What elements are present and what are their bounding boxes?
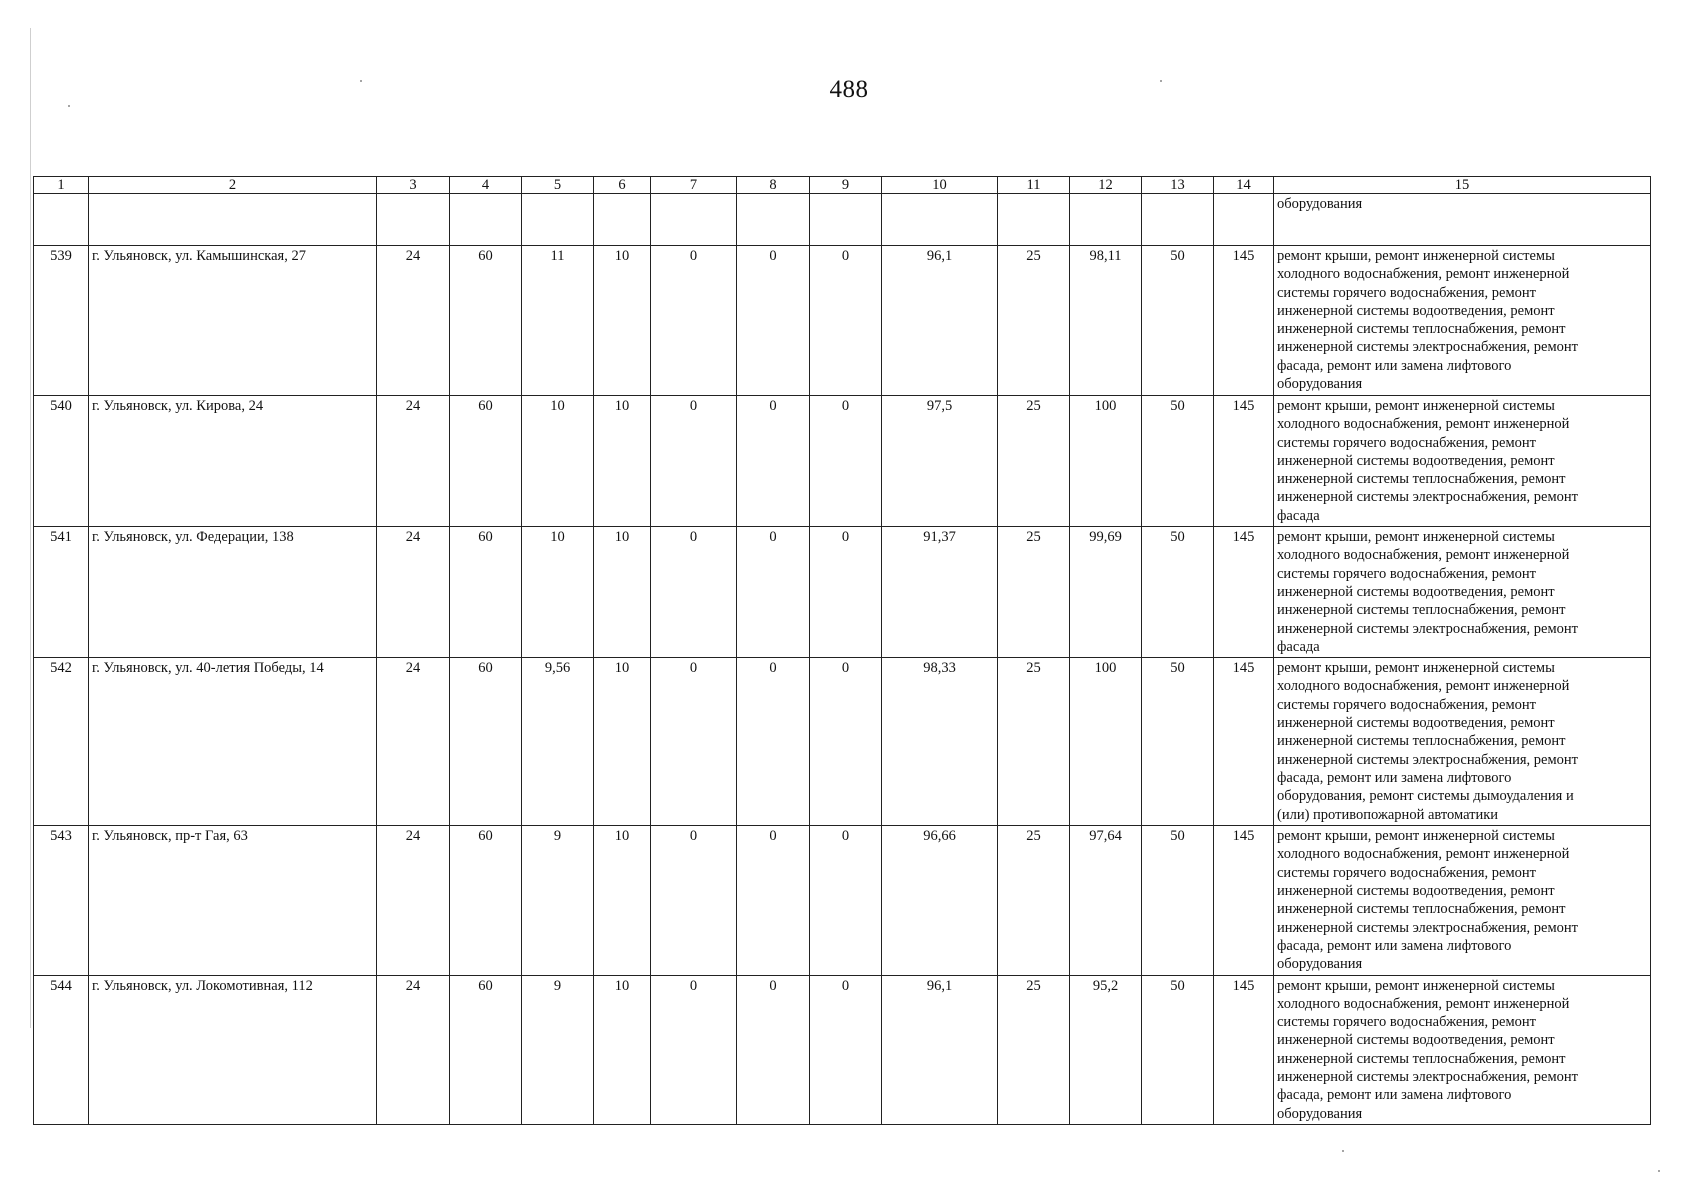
works-line: системы горячего водоснабжения, ремонт [1277, 284, 1537, 301]
col-14-cell: 145 [1214, 975, 1274, 1124]
works-line: инженерной системы теплоснабжения, ремонт [1277, 471, 1566, 488]
col-8-cell: 0 [737, 975, 810, 1124]
works-line: системы горячего водоснабжения, ремонт [1277, 696, 1537, 713]
column-number-header: 4 [450, 177, 522, 194]
works-line: системы горячего водоснабжения, ремонт [1277, 565, 1537, 582]
works-line: оборудования [1277, 1105, 1363, 1122]
scan-speck [1658, 1170, 1660, 1172]
col-10-cell: 98,33 [882, 658, 998, 826]
col-9-cell: 0 [810, 658, 882, 826]
empty-cell [1214, 194, 1274, 246]
works-line: холодного водоснабжения, ремонт инженерной [1277, 995, 1570, 1012]
empty-cell [1070, 194, 1142, 246]
page-number: 488 [829, 76, 869, 103]
col-6-cell: 10 [594, 246, 651, 396]
col-7-cell: 0 [651, 246, 737, 396]
column-number-header: 9 [810, 177, 882, 194]
col-7-cell: 0 [651, 658, 737, 826]
col-12-cell: 99,69 [1070, 527, 1142, 658]
repair-table [33, 176, 1651, 1125]
col-11-cell: 25 [998, 826, 1070, 975]
col-12-cell: 98,11 [1070, 246, 1142, 396]
table-row [34, 658, 1651, 826]
table-row [34, 396, 1651, 527]
works-line: инженерной системы водоотведения, ремонт [1277, 583, 1555, 600]
column-number-header: 11 [998, 177, 1070, 194]
column-number-header: 1 [34, 177, 89, 194]
empty-cell [737, 194, 810, 246]
col-5-cell: 9 [522, 826, 594, 975]
works-line: инженерной системы теплоснабжения, ремонт [1277, 602, 1566, 619]
address-cell: г. Ульяновск, ул. Камышинская, 27 [89, 246, 377, 396]
works-line: фасада [1277, 507, 1320, 524]
column-number-header: 8 [737, 177, 810, 194]
address-cell: г. Ульяновск, ул. Локомотивная, 112 [89, 975, 377, 1124]
col-6-cell: 10 [594, 396, 651, 527]
works-line: фасада, ремонт или замена лифтового [1277, 769, 1512, 786]
works-line: инженерной системы водоотведения, ремонт [1277, 452, 1555, 469]
works-list-cell [1274, 396, 1651, 527]
col-11-cell: 25 [998, 246, 1070, 396]
works-line: холодного водоснабжения, ремонт инженерной [1277, 547, 1570, 564]
col-14-cell: 145 [1214, 658, 1274, 826]
col-13-cell: 50 [1142, 246, 1214, 396]
col-10-cell: 96,1 [882, 246, 998, 396]
works-line: ремонт крыши, ремонт инженерной системы [1277, 398, 1555, 414]
column-number-header: 3 [377, 177, 450, 194]
works-line: инженерной системы электроснабжения, ремонт [1277, 620, 1578, 637]
empty-cell [522, 194, 594, 246]
works-line: инженерной системы водоотведения, ремонт [1277, 883, 1555, 900]
col-11-cell: 25 [998, 658, 1070, 826]
col-9-cell: 0 [810, 396, 882, 527]
works-line: инженерной системы электроснабжения, ремонт [1277, 1069, 1578, 1086]
table-row [34, 826, 1651, 975]
col-9-cell: 0 [810, 246, 882, 396]
col-12-cell: 100 [1070, 658, 1142, 826]
address-cell: г. Ульяновск, ул. 40-летия Победы, 14 [89, 658, 377, 826]
empty-cell [882, 194, 998, 246]
works-line: холодного водоснабжения, ремонт инженерной [1277, 416, 1570, 433]
col-12-cell: 95,2 [1070, 975, 1142, 1124]
row-number-cell: 540 [34, 396, 89, 527]
col-6-cell: 10 [594, 527, 651, 658]
works-line: холодного водоснабжения, ремонт инженерной [1277, 846, 1570, 863]
works-line: ремонт крыши, ремонт инженерной системы [1277, 660, 1555, 677]
scan-speck [1160, 80, 1162, 82]
works-line: ремонт крыши, ремонт инженерной системы [1277, 248, 1555, 264]
col-8-cell: 0 [737, 396, 810, 527]
column-number-header: 15 [1274, 177, 1651, 194]
works-line: оборудования [1277, 956, 1363, 973]
col-14-cell: 145 [1214, 826, 1274, 975]
scan-speck [1342, 1150, 1344, 1152]
col-3-cell: 24 [377, 527, 450, 658]
works-line: инженерной системы теплоснабжения, ремонт [1277, 733, 1566, 750]
col-7-cell: 0 [651, 975, 737, 1124]
column-number-header: 10 [882, 177, 998, 194]
works-line: инженерной системы электроснабжения, ремонт [1277, 489, 1578, 506]
works-line: оборудования [1277, 376, 1363, 393]
col-10-cell: 96,66 [882, 826, 998, 975]
works-line: фасада, ремонт или замена лифтового [1277, 357, 1512, 374]
works-line: холодного водоснабжения, ремонт инженерной [1277, 266, 1570, 283]
works-line: инженерной системы водоотведения, ремонт [1277, 715, 1555, 732]
col-6-cell: 10 [594, 658, 651, 826]
empty-cell [651, 194, 737, 246]
works-line: системы горячего водоснабжения, ремонт [1277, 1014, 1537, 1031]
continuation-row [34, 194, 1651, 246]
col-4-cell: 60 [450, 396, 522, 527]
table-row [34, 246, 1651, 396]
column-number-header: 12 [1070, 177, 1142, 194]
col-8-cell: 0 [737, 826, 810, 975]
col-5-cell: 10 [522, 396, 594, 527]
row-number-cell: 541 [34, 527, 89, 658]
col-5-cell: 9 [522, 975, 594, 1124]
empty-cell [450, 194, 522, 246]
column-number-header: 5 [522, 177, 594, 194]
col-6-cell: 10 [594, 975, 651, 1124]
works-list-cell [1274, 246, 1651, 396]
col-14-cell: 145 [1214, 246, 1274, 396]
col-13-cell: 50 [1142, 658, 1214, 826]
works-line: инженерной системы электроснабжения, ремонт [1277, 919, 1578, 936]
col-12-cell: 97,64 [1070, 826, 1142, 975]
col-7-cell: 0 [651, 527, 737, 658]
works-line: инженерной системы теплоснабжения, ремонт [1277, 321, 1566, 338]
works-line: инженерной системы электроснабжения, ремонт [1277, 751, 1578, 768]
col-12-cell: 100 [1070, 396, 1142, 527]
scan-speck [360, 80, 362, 82]
col-8-cell: 0 [737, 246, 810, 396]
address-cell: г. Ульяновск, ул. Кирова, 24 [89, 396, 377, 527]
works-line: инженерной системы водоотведения, ремонт [1277, 1032, 1555, 1049]
col-3-cell: 24 [377, 246, 450, 396]
column-number-header: 2 [89, 177, 377, 194]
empty-cell [1142, 194, 1214, 246]
col-13-cell: 50 [1142, 975, 1214, 1124]
col-8-cell: 0 [737, 658, 810, 826]
col-3-cell: 24 [377, 396, 450, 527]
column-number-header: 13 [1142, 177, 1214, 194]
col-13-cell: 50 [1142, 396, 1214, 527]
col-3-cell: 24 [377, 975, 450, 1124]
works-line: инженерной системы электроснабжения, ремонт [1277, 339, 1578, 356]
empty-cell [810, 194, 882, 246]
works-line: фасада, ремонт или замена лифтового [1277, 1087, 1512, 1104]
col-11-cell: 25 [998, 527, 1070, 658]
row-number-cell: 539 [34, 246, 89, 396]
works-line: ремонт крыши, ремонт инженерной системы [1277, 828, 1555, 845]
col-3-cell: 24 [377, 826, 450, 975]
col-3-cell: 24 [377, 658, 450, 826]
col-10-cell: 97,5 [882, 396, 998, 527]
empty-cell [594, 194, 651, 246]
empty-cell [377, 194, 450, 246]
col-9-cell: 0 [810, 975, 882, 1124]
col-7-cell: 0 [651, 396, 737, 527]
col-10-cell: 96,1 [882, 975, 998, 1124]
address-cell: г. Ульяновск, пр-т Гая, 63 [89, 826, 377, 975]
col-9-cell: 0 [810, 527, 882, 658]
col-4-cell: 60 [450, 658, 522, 826]
works-line: системы горячего водоснабжения, ремонт [1277, 434, 1537, 451]
works-line: системы горячего водоснабжения, ремонт [1277, 864, 1537, 881]
table-row [34, 527, 1651, 658]
row-number-cell: 544 [34, 975, 89, 1124]
col-11-cell: 25 [998, 396, 1070, 527]
works-line: ремонт крыши, ремонт инженерной системы [1277, 977, 1555, 994]
column-number-header: 6 [594, 177, 651, 194]
works-line: инженерной системы теплоснабжения, ремонт [1277, 1050, 1566, 1067]
column-number-header: 14 [1214, 177, 1274, 194]
col-11-cell: 25 [998, 975, 1070, 1124]
works-list-cell [1274, 527, 1651, 658]
col-5-cell: 11 [522, 246, 594, 396]
works-list-cell [1274, 658, 1651, 826]
scan-speck [68, 105, 70, 107]
works-line: ремонт крыши, ремонт инженерной системы [1277, 529, 1555, 546]
col-4-cell: 60 [450, 975, 522, 1124]
col-4-cell: 60 [450, 246, 522, 396]
col-9-cell: 0 [810, 826, 882, 975]
works-line: (или) противопожарной автоматики [1277, 806, 1499, 823]
col-14-cell: 145 [1214, 527, 1274, 658]
empty-cell [89, 194, 377, 246]
col-5-cell: 9,56 [522, 658, 594, 826]
col-13-cell: 50 [1142, 826, 1214, 975]
scan-edge-line [30, 28, 31, 1028]
column-number-row [34, 177, 1651, 194]
works-line: холодного водоснабжения, ремонт инженерной [1277, 678, 1570, 695]
works-list-cell [1274, 975, 1651, 1124]
col-4-cell: 60 [450, 527, 522, 658]
works-line: оборудования, ремонт системы дымоудаления и [1277, 788, 1574, 805]
col-13-cell: 50 [1142, 527, 1214, 658]
works-line: фасада [1277, 638, 1320, 655]
empty-cell [998, 194, 1070, 246]
address-cell: г. Ульяновск, ул. Федерации, 138 [89, 527, 377, 658]
empty-cell [34, 194, 89, 246]
table-row [34, 975, 1651, 1124]
continuation-text: оборудования [1274, 194, 1651, 246]
works-list-cell [1274, 826, 1651, 975]
col-14-cell: 145 [1214, 396, 1274, 527]
works-line: инженерной системы водоотведения, ремонт [1277, 302, 1555, 319]
row-number-cell: 542 [34, 658, 89, 826]
col-4-cell: 60 [450, 826, 522, 975]
column-number-header: 7 [651, 177, 737, 194]
col-10-cell: 91,37 [882, 527, 998, 658]
col-8-cell: 0 [737, 527, 810, 658]
col-5-cell: 10 [522, 527, 594, 658]
row-number-cell: 543 [34, 826, 89, 975]
col-6-cell: 10 [594, 826, 651, 975]
col-7-cell: 0 [651, 826, 737, 975]
works-line: инженерной системы теплоснабжения, ремонт [1277, 901, 1566, 918]
works-line: фасада, ремонт или замена лифтового [1277, 937, 1512, 954]
